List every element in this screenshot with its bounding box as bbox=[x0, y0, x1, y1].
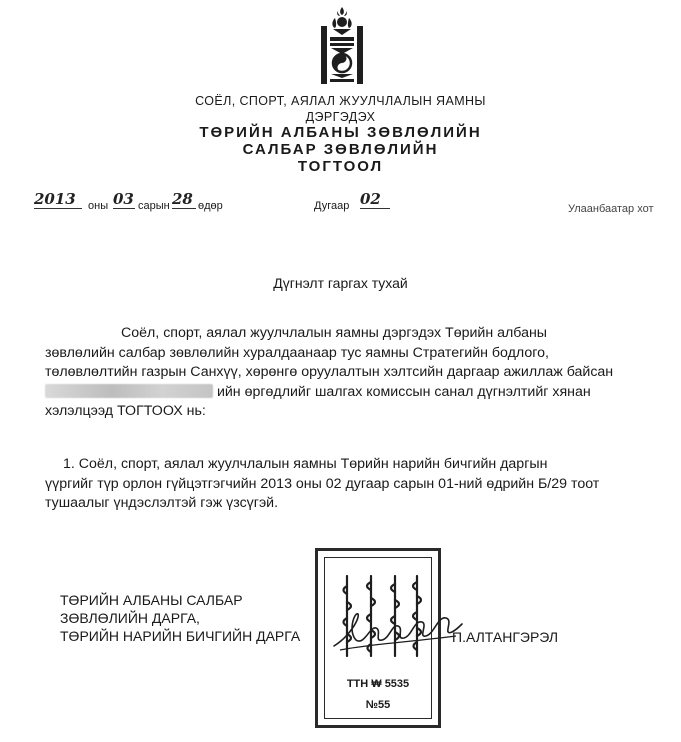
organization-name: СОЁЛ, СПОРТ, АЯЛАЛ ЖУУЛЧЛАЛЫН ЯАМНЫ bbox=[195, 94, 486, 108]
city-name: Улаанбаатар хот bbox=[568, 203, 654, 215]
document-title: Дүгнэлт гаргах тухай bbox=[273, 275, 408, 291]
document-number: 02 bbox=[360, 190, 390, 209]
resolution-item-1 bbox=[45, 455, 643, 514]
document-type: ТОГТООЛ bbox=[297, 158, 384, 175]
number-label: Дугаар bbox=[314, 200, 350, 212]
council-title-line2: САЛБАР ЗӨВЛӨЛИЙН bbox=[242, 141, 439, 158]
para1-line4: ийн өргөдлийг шалгах комиссын санал дүгнэлтийг хянан bbox=[216, 383, 591, 400]
date-year-label: оны bbox=[88, 200, 109, 212]
para1-line5: хэлэлцээд ТОГТООХ нь: bbox=[45, 403, 206, 419]
seal-registration: ТТН ₩ 5535 bbox=[346, 678, 410, 690]
item1-line1: 1. Соёл, спорт, аялал жуулчлалын яамны Төрийн нарийн бичгийн даргын bbox=[63, 456, 548, 472]
signatory-title-line2: ЗӨВЛӨЛИЙН ДАРГА, bbox=[60, 610, 200, 626]
redacted-name bbox=[45, 384, 213, 398]
seal-number: №55 bbox=[365, 699, 391, 711]
para1-line2: зөвлөлийн салбар зөвлөлийн хуралдаанаар тус яамны Стратегийн бодлого, bbox=[45, 344, 549, 361]
date-day-label: өдөр bbox=[198, 200, 223, 212]
organization-name-cont: ДЭРГЭДЭХ bbox=[305, 110, 376, 124]
soyombo-emblem-icon bbox=[318, 6, 366, 86]
para1-line3: төлөвлөлтийн газрын Санхүү, хөрөнгө оруулалтын хэлтсийн даргаар ажиллаж байсан bbox=[45, 364, 614, 380]
item1-line2: үүргийг түр орлон гүйцэтгэгчийн 2013 оны 02 дугаар сарын 01-ний өдрийн Б/29 тоот bbox=[45, 475, 600, 492]
date-year: 2013 bbox=[34, 190, 82, 209]
para1-line1: Соёл, спорт, аялал жуулчлалын яамны дэргэдэх Төрийн албаны bbox=[121, 325, 547, 341]
handwritten-signature-icon bbox=[330, 606, 465, 656]
council-title-line1: ТӨРИЙН АЛБАНЫ ЗӨВЛӨЛИЙН bbox=[199, 124, 482, 141]
signatory-name: П.АЛТАНГЭРЭЛ bbox=[452, 629, 559, 645]
item1-line3: тушаалыг үндэслэлтэй гэж үзсүгэй. bbox=[45, 495, 279, 511]
body-paragraph-1 bbox=[45, 324, 643, 422]
signatory-title-line3: ТӨРИЙН НАРИЙН БИЧГИЙН ДАРГА bbox=[60, 628, 301, 644]
date-month: 03 bbox=[113, 190, 134, 208]
date-month-label: сарын bbox=[138, 200, 170, 212]
signatory-title-line1: ТӨРИЙН АЛБАНЫ САЛБАР bbox=[60, 592, 243, 608]
date-day: 28 bbox=[172, 190, 196, 209]
